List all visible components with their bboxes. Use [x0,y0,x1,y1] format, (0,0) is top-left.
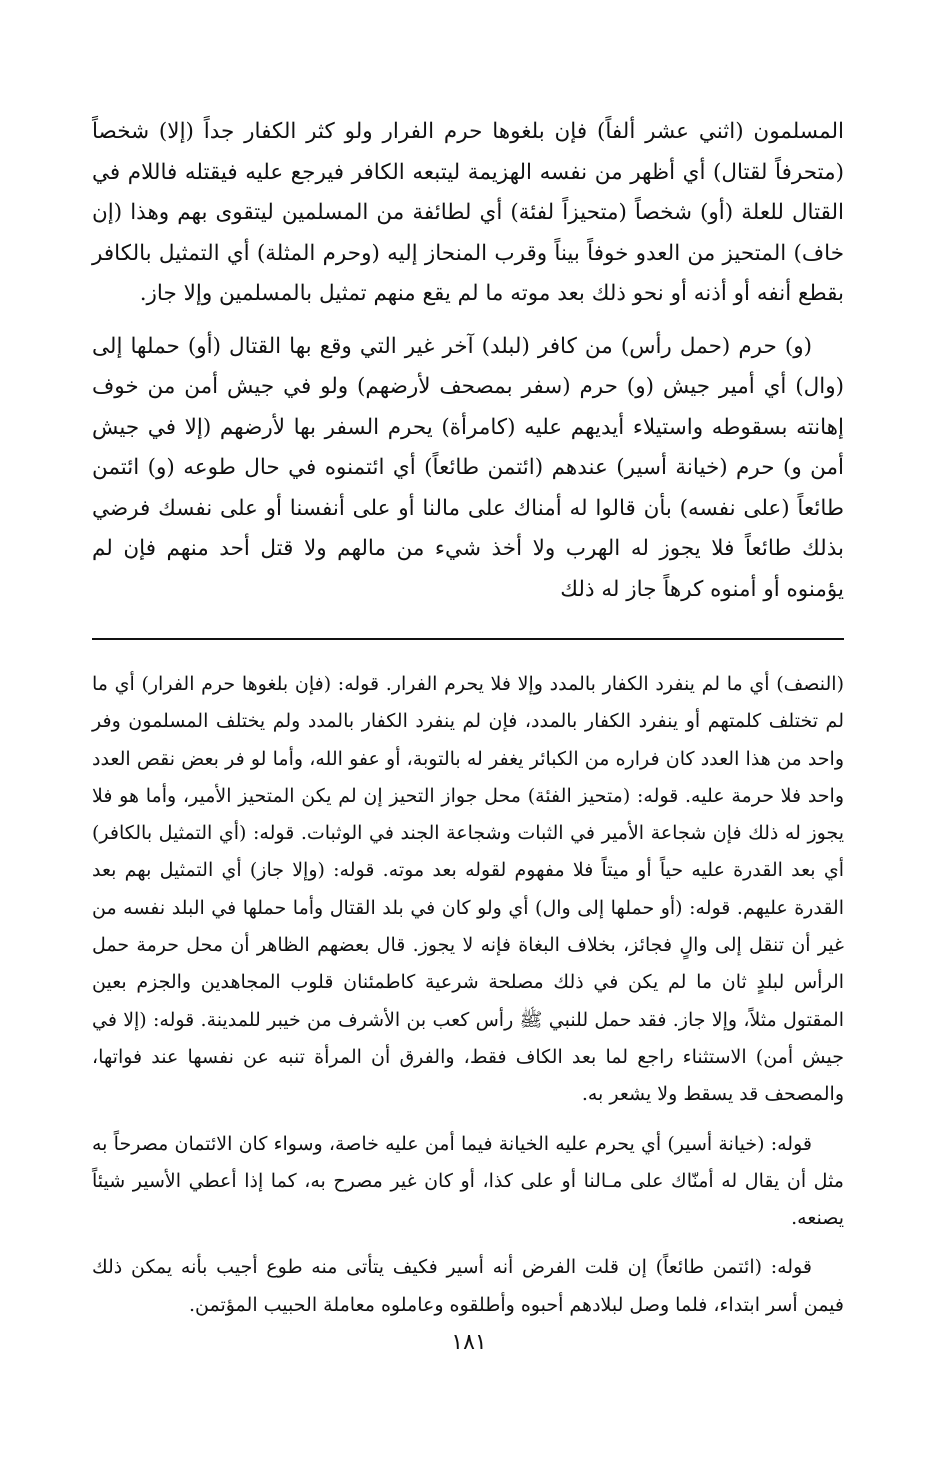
main-paragraph-2: (و) حرم (حمل رأس) من كافر (لبلد) آخر غير التي وقع بها القتال (أو) حملها إلى (وال) أي أمير جيش (و) حرم (سفر بمصحف لأرضهم) ولو في جيش أمن من خوف إهانته بسقوطه واستيلاء أيديهم عليه (كامرأة) يحرم السفر بها لأرضهم (إلا في جيش أمن و) حرم (خيانة أسير) عندهم (ائتمن طائعاً) أي ائتمنوه في حال طوعه (و) ائتمن طائعاً (على نفسه) بأن قالوا له أمناك على مالنا أو على أنفسنا أو على نفسك فرضي بذلك طائعاً فلا يجوز له الهرب ولا أخذ شيء من مالهم ولا قتل أحد منهم فإن لم يؤمنوه أو أمنوه كرهاً جاز له ذلك [92,333,844,602]
page-number: ١٨١ [451,1330,487,1355]
footnote-paragraph-3: قوله: (ائتمن طائعاً) إن قلت الفرض أنه أسير فكيف يتأتى منه طوع أجيب بأنه يمكن ذلك فيمن أسر ابتداء، فلما وصل لبلادهم أحبوه وأطلقوه وعاملوه معاملة الحبيب المؤتمن. [92,1256,844,1316]
page [92,112,844,1336]
footnote-separator [92,638,844,640]
footnote-paragraph-1: (النصف) أي ما لم ينفرد الكفار بالمدد وإلا فلا يحرم الفرار. قوله: (فإن بلغوها حرم الفرار) أي ما لم تختلف كلمتهم أو ينفرد الكفار بالمدد، فإن لم ينفرد الكفار بالمدد ولم يختلف المسلمون وفر واحد من هذا العدد كان فراره من الكبائر يغفر له بالتوبة، أو عفو الله، وأما لو فر بعض نقص العدد واحد فلا حرمة عليه. قوله: (متحيز الفئة) محل جواز التحيز إن لم يكن المتحيز الأمير، وأما هو فلا يجوز له ذلك فإن شجاعة الأمير في الثبات وشجاعة الجند في الوثبات. قوله: (أي التمثيل بالكافر) أي بعد القدرة عليه حياً أو ميتاً فلا مفهوم لقوله بعد موته. قوله: (وإلا جاز) أي التمثيل بهم بعد القدرة عليهم. قوله: (أو حملها إلى وال) أي ولو كان في بلد القتال وأما حملها في البلد نفسه من غير أن تنقل إلى والٍ فجائز، بخلاف البغاة فإنه لا يجوز. قال بعضهم الظاهر أن محل حرمة حمل الرأس لبلدٍ ثان ما لم يكن في ذلك مصلحة شرعية كاطمئنان قلوب المجاهدين والجزم بعين المقتول مثلاً، وإلا جاز. فقد حمل للنبي ﷺ رأس كعب بن الأشرف من خيبر للمدينة. قوله: (إلا في جيش أمن) الاستثناء راجع لما بعد الكاف فقط، والفرق أن المرأة تنبه عن نفسها عند فواتها، والمصحف قد يسقط ولا يشعر به. [92,673,844,1106]
main-text [92,112,844,610]
footnote-paragraph-2: قوله: (خيانة أسير) أي يحرم عليه الخيانة فيما أمن عليه خاصة، وسواء كان الائتمان مصرحاً به مثل أن يقال له أمنّاك على مـالنا أو على كذا، أو كان غير مصرح به، كما إذا أعطي الأسير شيئاً يصنعه. [92,1132,844,1230]
main-paragraph-1: المسلمون (اثني عشر ألفاً) فإن بلغوها حرم الفرار ولو كثر الكفار جداً (إلا) شخصاً (متحرفاً لقتال) أي أظهر من نفسه الهزيمة ليتبعه الكافر فيرجع عليه فيقتله فاللام في القتال للعلة (أو) شخصاً (متحيزاً لفئة) أي لطائفة من المسلمين ليتقوى بهم وهذا (إن خاف) المتحيز من العدو خوفاً بيناً وقرب المنحاز إليه (وحرم المثلة) أي التمثيل بالكافر بقطع أنفه أو أذنه أو نحو ذلك بعد موته ما لم يقع منهم تمثيل بالمسلمين وإلا جاز. [92,119,844,306]
footnotes [92,666,844,1324]
